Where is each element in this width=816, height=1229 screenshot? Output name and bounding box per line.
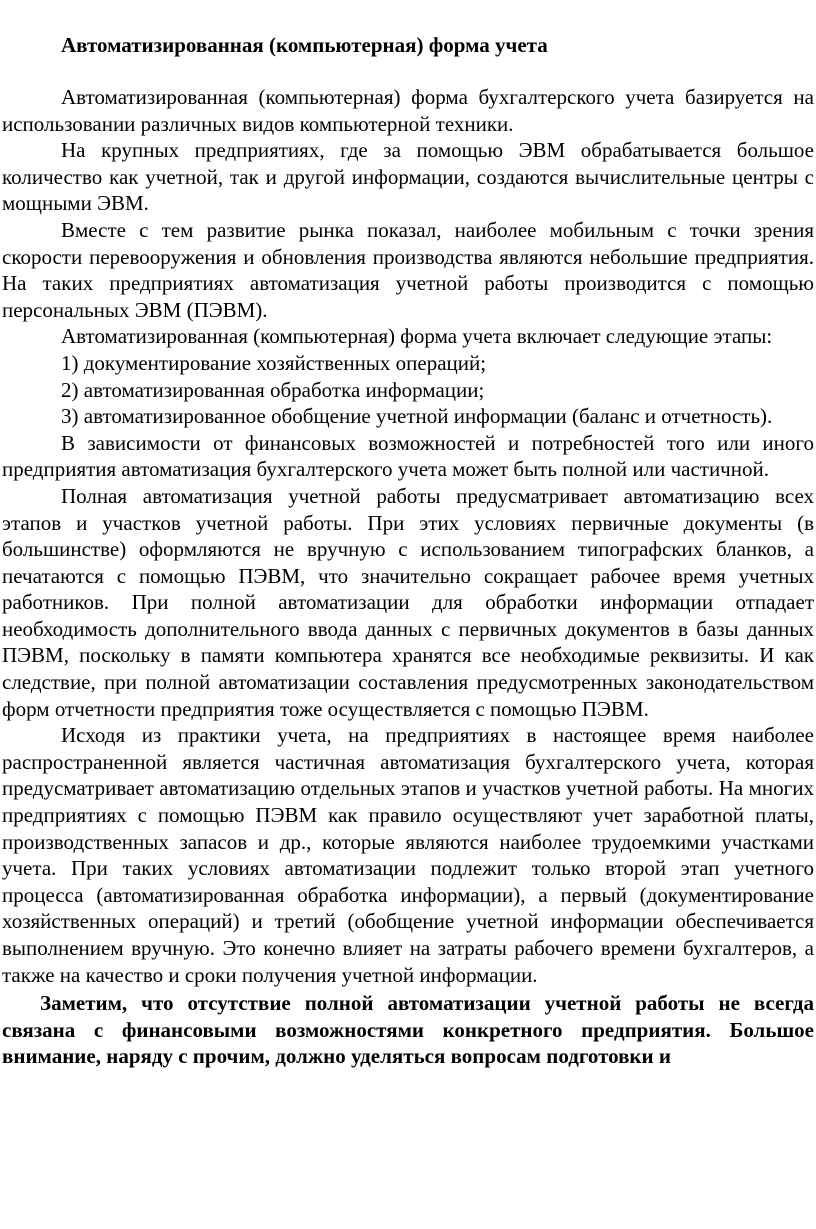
list-item-stage-2: 2) автоматизированная обработка информации; [61,377,485,402]
paragraph-small-enterprises: Вместе с тем развитие рынка показал, наиболее мобильным с точки зрения скорости перевооружения и обновления производства являются небольшие предприятия. На таких предприятиях автоматизация учетной работы производится с помощью персональных ЭВМ (ПЭВМ). [2,217,814,322]
paragraph-full-or-partial: В зависимости от финансовых возможностей и потребностей того или иного предприятия автоматизация бухгалтерского учета может быть полной или частичной. [2,430,814,482]
list-item-stage-3: 3) автоматизированное обобщение учетной информации (баланс и отчетность). [61,404,773,429]
paragraph-intro: Автоматизированная (компьютерная) форма бухгалтерского учета базируется на использовании различных видов компьютерной техники. [2,85,814,136]
paragraph-stages-intro: Автоматизированная (компьютерная) форма учета включает следующие этапы: [61,324,773,349]
paragraph-note-bold: Заметим, что отсутствие полной автоматизации учетной работы не всегда связана с финансовыми возможностями конкретного предприятия. Большое внимание, наряду с прочим, должно уделяться вопросам подготовки и [2,991,814,1069]
document-title: Автоматизированная (компьютерная) форма учета [61,33,548,57]
paragraph-full-automation: Полная автоматизация учетной работы предусматривает автоматизацию всех этапов и участков учетной работы. При этих условиях первичные документы (в большинстве) оформляются не вручную с использованием типографских бланков, а печатаются с помощью ПЭВМ, что значительно сокращает рабочее время учетных работников. При полной автоматизации для обработки информации отпадает необходимость дополнительного ввода данных с первичных документов в базы данных ПЭВМ, поскольку в памяти компьютера хранятся все необходимые реквизиты. И как следствие, при полной автоматизации составления предусмотренных законодательством форм отчетности предприятия тоже осуществляется с помощью ПЭВМ. [2,483,814,721]
paragraph-large-enterprises: На крупных предприятиях, где за помощью ЭВМ обрабатывается большое количество как учетной, так и другой информации, создаются вычислительные центры с мощными ЭВМ. [2,138,814,216]
paragraph-partial-automation: Исходя из практики учета, на предприятиях в настоящее время наиболее распространенной является частичная автоматизация бухгалтерского учета, которая предусматривает автоматизацию отдельных этапов и участков учетной работы. На многих предприятиях с помощью ПЭВМ как правило осуществляют учет заработной платы, производственных запасов и др., которые являются наиболее трудоемкими участками учета. При таких условиях автоматизации подлежит только второй этап учетного процесса (автоматизированная обработка информации), а первый (документирование хозяйственных операций) и третий (обобщение учетной информации обеспечивается выполнением вручную. Это конечно влияет на затраты рабочего времени бухгалтеров, а также на качество и сроки получения учетной информации. [2,723,814,987]
list-item-stage-1: 1) документирование хозяйственных операций; [61,350,487,375]
